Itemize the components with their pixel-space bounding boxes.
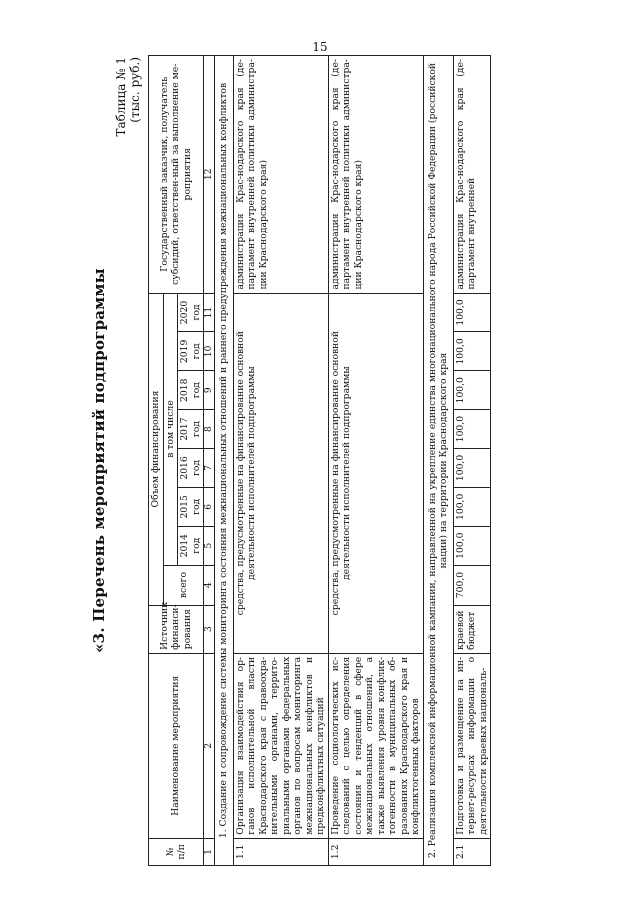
col-number: 10 (204, 332, 215, 371)
col-number: 4 (204, 565, 215, 605)
col-number: 1 (204, 838, 215, 865)
row-number: 2.1 (453, 838, 491, 865)
row-number: 1.1 (233, 838, 328, 865)
year-value: 100,0 (453, 449, 491, 488)
header-incl: в том числе (163, 293, 178, 565)
section-row (215, 56, 234, 866)
funding-source: краевой бюджет (453, 605, 491, 653)
header-customer: Государственный заказчик, получатель субсидий, ответствен-ный за выполнение ме-роприятия (149, 56, 204, 294)
table-label: Таблица № 1 (114, 57, 128, 137)
header-name: Наименование мероприятия (149, 653, 204, 838)
rotated-page-content (90, 53, 595, 868)
activity-name: Подготовка и размещение на ин-тернет-ресурсах информации о деятельности краевых националь- (453, 653, 491, 838)
customer-cell: администрация Крас-нодарского края (де-партамент внутренней политики администра-ции Краснодарского края) (328, 56, 423, 294)
col-number: 5 (204, 526, 215, 565)
year-value: 100,0 (453, 332, 491, 371)
col-number: 8 (204, 410, 215, 449)
header-year: 2018 год (178, 371, 204, 410)
col-number: 7 (204, 449, 215, 488)
units-label: (тыс. руб.) (128, 57, 142, 123)
header-num: № п/п (149, 838, 204, 865)
header-volume: Объем финансирования (149, 293, 164, 605)
year-value: 100,0 (453, 410, 491, 449)
table-row (233, 56, 328, 866)
col-number: 12 (204, 56, 215, 294)
year-value: 100,0 (453, 526, 491, 565)
funding-note: средства, предусмотренные на финансирование основной деятельности исполнителей подпрограммы (328, 293, 423, 653)
year-value: 100,0 (453, 371, 491, 410)
year-value: 100,0 (453, 293, 491, 332)
header-source: Источник финанси-рования (149, 605, 204, 653)
col-number: 6 (204, 487, 215, 526)
section-row (423, 56, 453, 866)
table-row (328, 56, 423, 866)
header-year: 2019 год (178, 332, 204, 371)
year-value: 100,0 (453, 487, 491, 526)
column-numbers-row (204, 56, 215, 866)
funding-note: средства, предусмотренные на финансирование основной деятельности исполнителей подпрограммы (233, 293, 328, 653)
section-2-title: 2. Реализация комплексной информационной кампании, направленной на укрепление единства многонационального народа Российской Федерации (российской нации) на территории Краснодарского края (423, 56, 453, 866)
header-year: 2017 год (178, 410, 204, 449)
customer-cell: администрация Крас-нодарского края (де-партамент внутренней (453, 56, 491, 294)
customer-cell: администрация Крас-нодарского края (де-партамент внутренней политики администра-ции Краснодарского края) (233, 56, 328, 294)
header-year: 2014 год (178, 526, 204, 565)
page-title: «3. Перечень мероприятий подпрограммы (90, 268, 108, 653)
header-total: всего (163, 565, 204, 605)
header-year: 2016 год (178, 449, 204, 488)
total-value: 700,0 (453, 565, 491, 605)
header-year: 2015 год (178, 487, 204, 526)
table-row (453, 56, 491, 866)
header-row-1 (149, 56, 164, 866)
activity-name: Проведение социологических ис-следований с целью определения состояния и тенденций в сфере межнациональных отношений, а также выявления уровня конфлик-тогенности в муниципальных об-разованиях Краснодарского края и конфликтогенных факторов (328, 653, 423, 838)
activity-name: Организация взаимодействия ор-ганов исполнительной власти Краснодарского края с правоохра-нительными органами, террито-риальными органами федеральных органов по вопросам мониторинга межнациональных конфликтов и предконфликтных ситуаций (233, 653, 328, 838)
row-number: 1.2 (328, 838, 423, 865)
header-year: 2020 год (178, 293, 204, 332)
page-number: 15 (312, 40, 328, 54)
col-number: 9 (204, 371, 215, 410)
section-1-title: 1. Создание и сопровождение системы мониторинга состояния межнациональных отношений и раннего предупреждения межнациональных конфликтов (215, 56, 234, 866)
activities-table (148, 55, 491, 866)
col-number: 11 (204, 293, 215, 332)
col-number: 3 (204, 605, 215, 653)
table-caption (114, 57, 142, 137)
col-number: 2 (204, 653, 215, 838)
